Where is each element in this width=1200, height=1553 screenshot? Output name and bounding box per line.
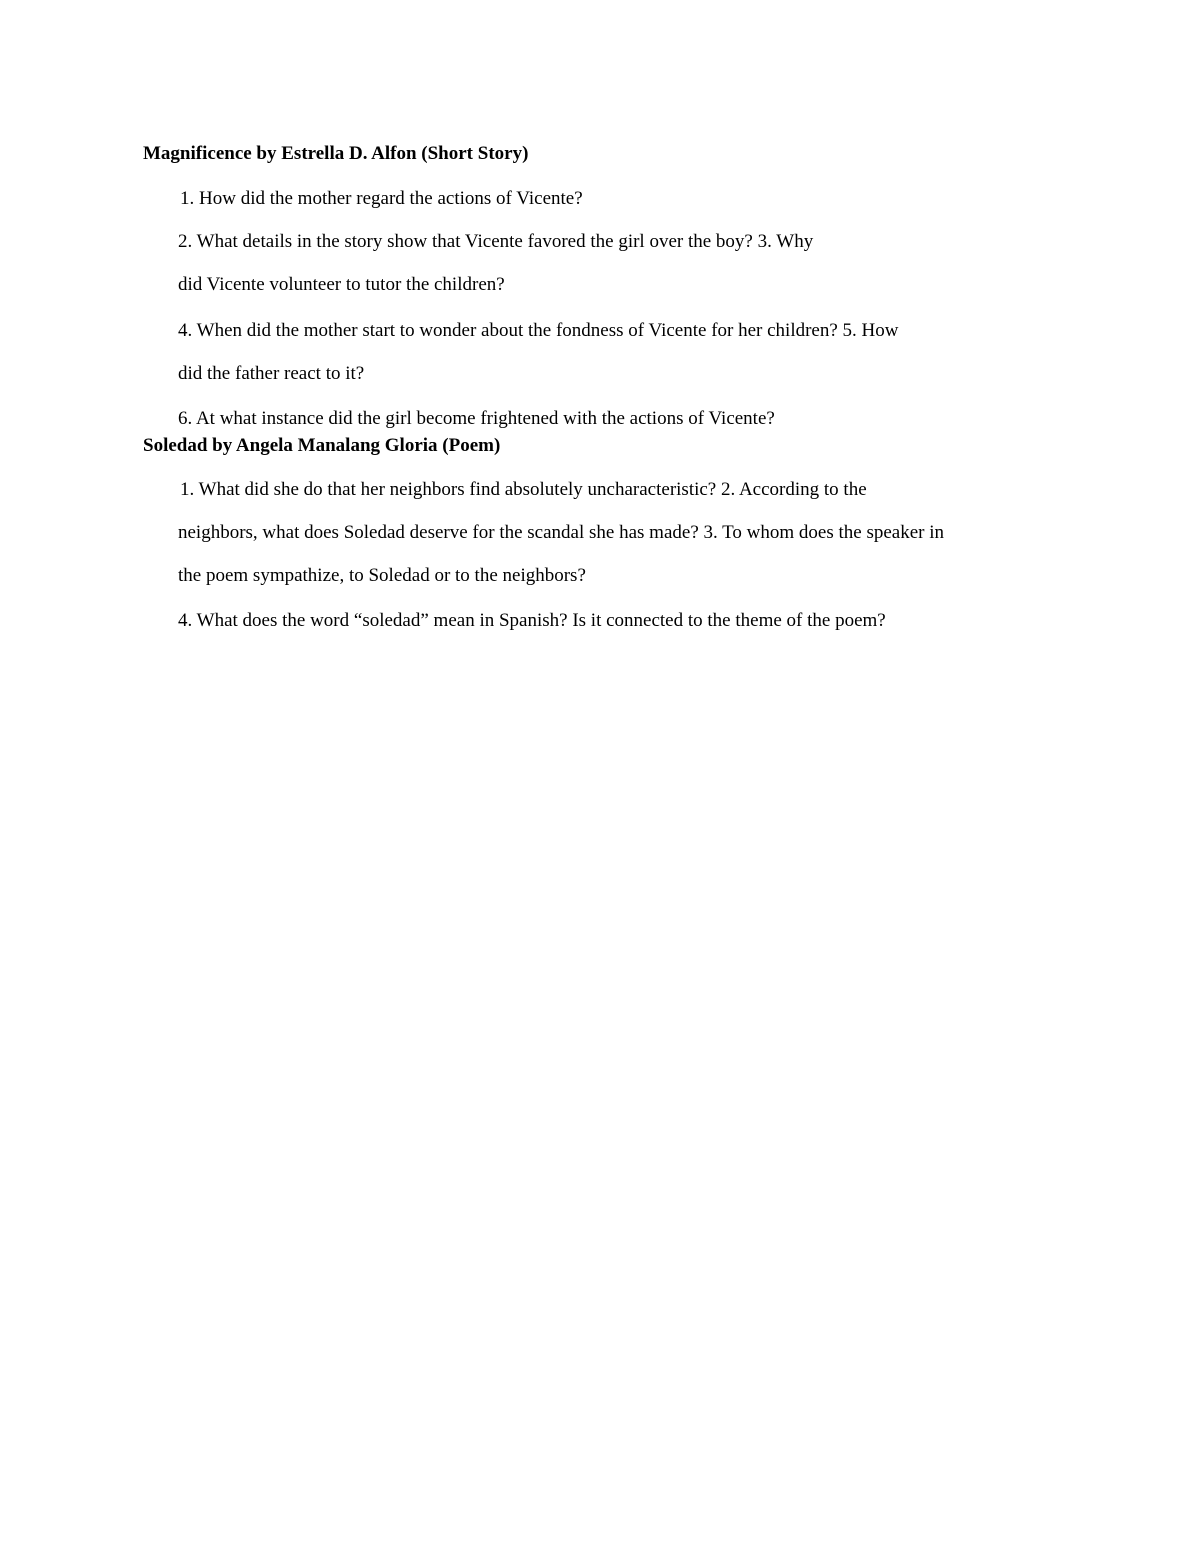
question-line: 2. What details in the story show that Vicente favored the girl over the boy? 3. Why (178, 231, 814, 252)
question-line: 1. How did the mother regard the actions of Vicente? (180, 188, 583, 209)
question-line: 4. When did the mother start to wonder about the fondness of Vicente for her children? 5. How (178, 320, 899, 341)
question-line: 6. At what instance did the girl become frightened with the actions of Vicente? (178, 408, 775, 429)
question-line: did the father react to it? (178, 363, 365, 384)
section-heading-magnificence: Magnificence by Estrella D. Alfon (Short Story) (143, 143, 529, 164)
question-line: 4. What does the word “soledad” mean in Spanish? Is it connected to the theme of the poem? (178, 610, 886, 631)
question-line: 1. What did she do that her neighbors find absolutely uncharacteristic? 2. According to the (180, 479, 867, 500)
question-line: neighbors, what does Soledad deserve for the scandal she has made? 3. To whom does the speaker in (178, 522, 945, 543)
question-line: did Vicente volunteer to tutor the children? (178, 274, 505, 295)
section-heading-soledad: Soledad by Angela Manalang Gloria (Poem) (143, 435, 501, 456)
question-line: the poem sympathize, to Soledad or to the neighbors? (178, 565, 586, 586)
